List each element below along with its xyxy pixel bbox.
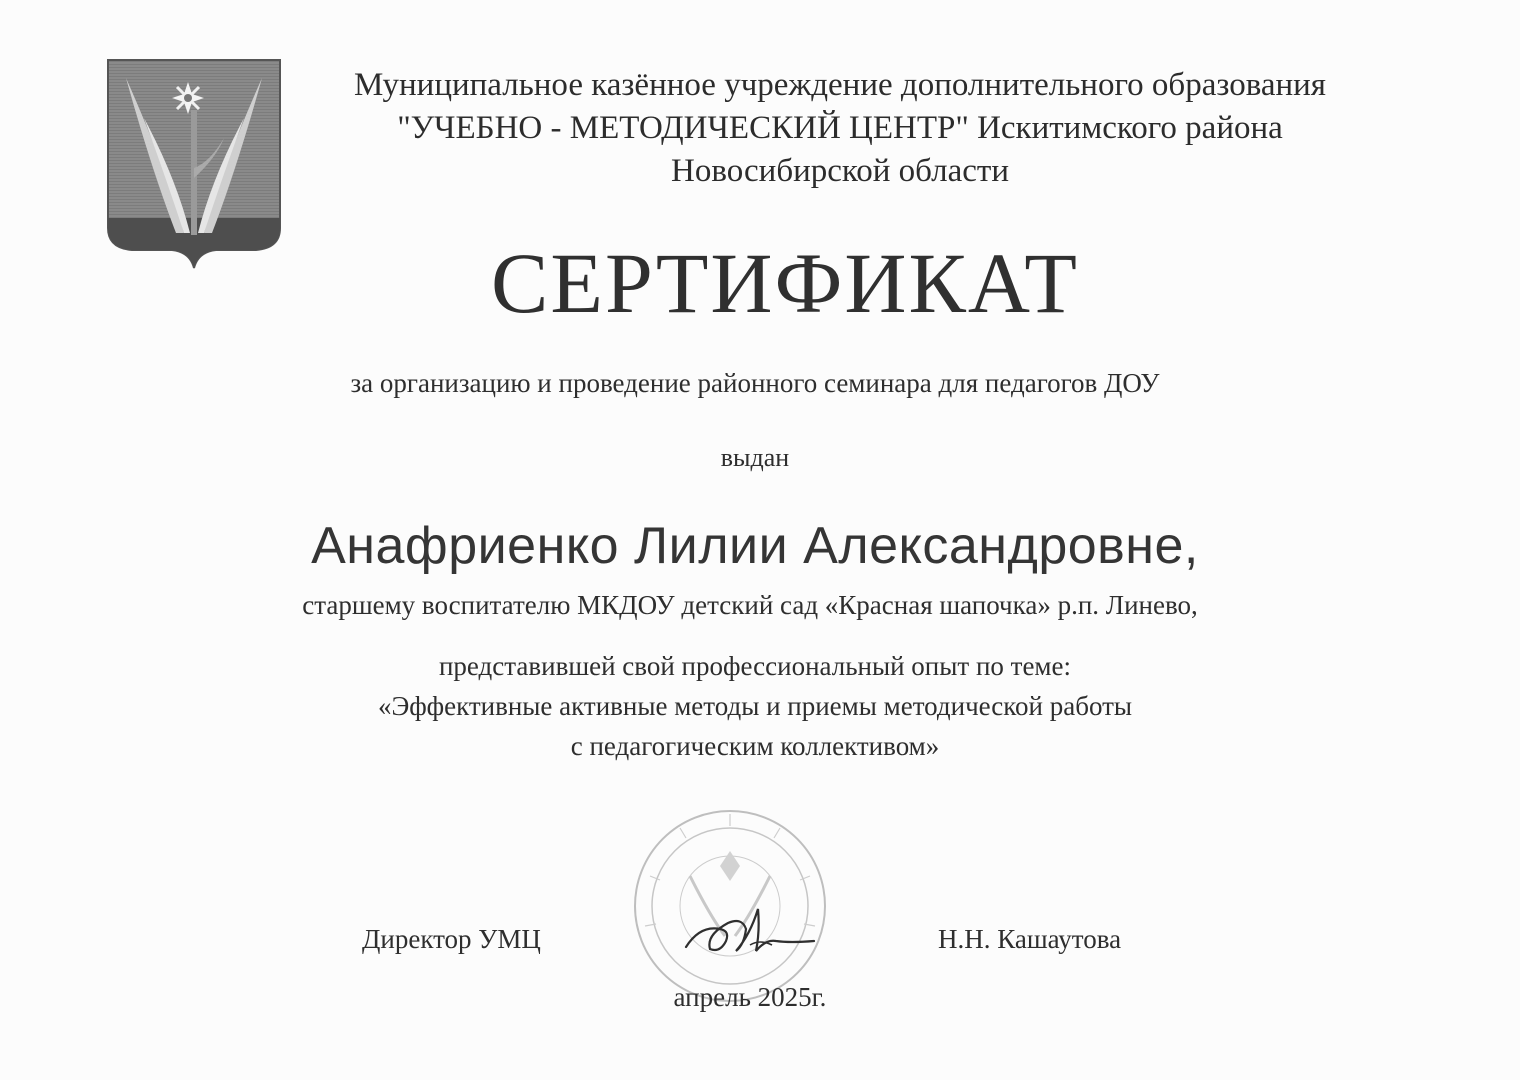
certificate-title: СЕРТИФИКАТ [491, 235, 1079, 331]
recipient-name: Анафриенко Лилии Александровне, [311, 517, 1199, 575]
director-title: Директор УМЦ [362, 924, 541, 954]
award-reason: за организацию и проведение районного семинара для педагогов ДОУ [350, 368, 1160, 398]
organization-header [300, 64, 1380, 193]
recipient-position: старшему воспитателю МКДОУ детский сад «Красная шапочка» р.п. Линево, [302, 590, 1198, 620]
topic-line-2: с педагогическим коллективом» [570, 731, 940, 761]
org-line-2: "УЧЕБНО - МЕТОДИЧЕСКИЙ ЦЕНТР" Искитимского района [397, 110, 1283, 146]
topic-intro: представившей свой профессиональный опыт по теме: [438, 651, 1072, 681]
org-line-3: Новосибирской области [671, 153, 1009, 189]
topic-line-1: «Эффективные активные методы и приемы методической работы [377, 691, 1133, 721]
presentation-topic [0, 646, 1510, 766]
signature-icon [680, 895, 820, 965]
issued-label: выдан [720, 443, 790, 472]
issue-date: апрель 2025г. [673, 982, 827, 1012]
director-name: Н.Н. Кашаутова [938, 924, 1122, 954]
org-line-1: Муниципальное казённое учреждение дополнительного образования [353, 67, 1326, 103]
